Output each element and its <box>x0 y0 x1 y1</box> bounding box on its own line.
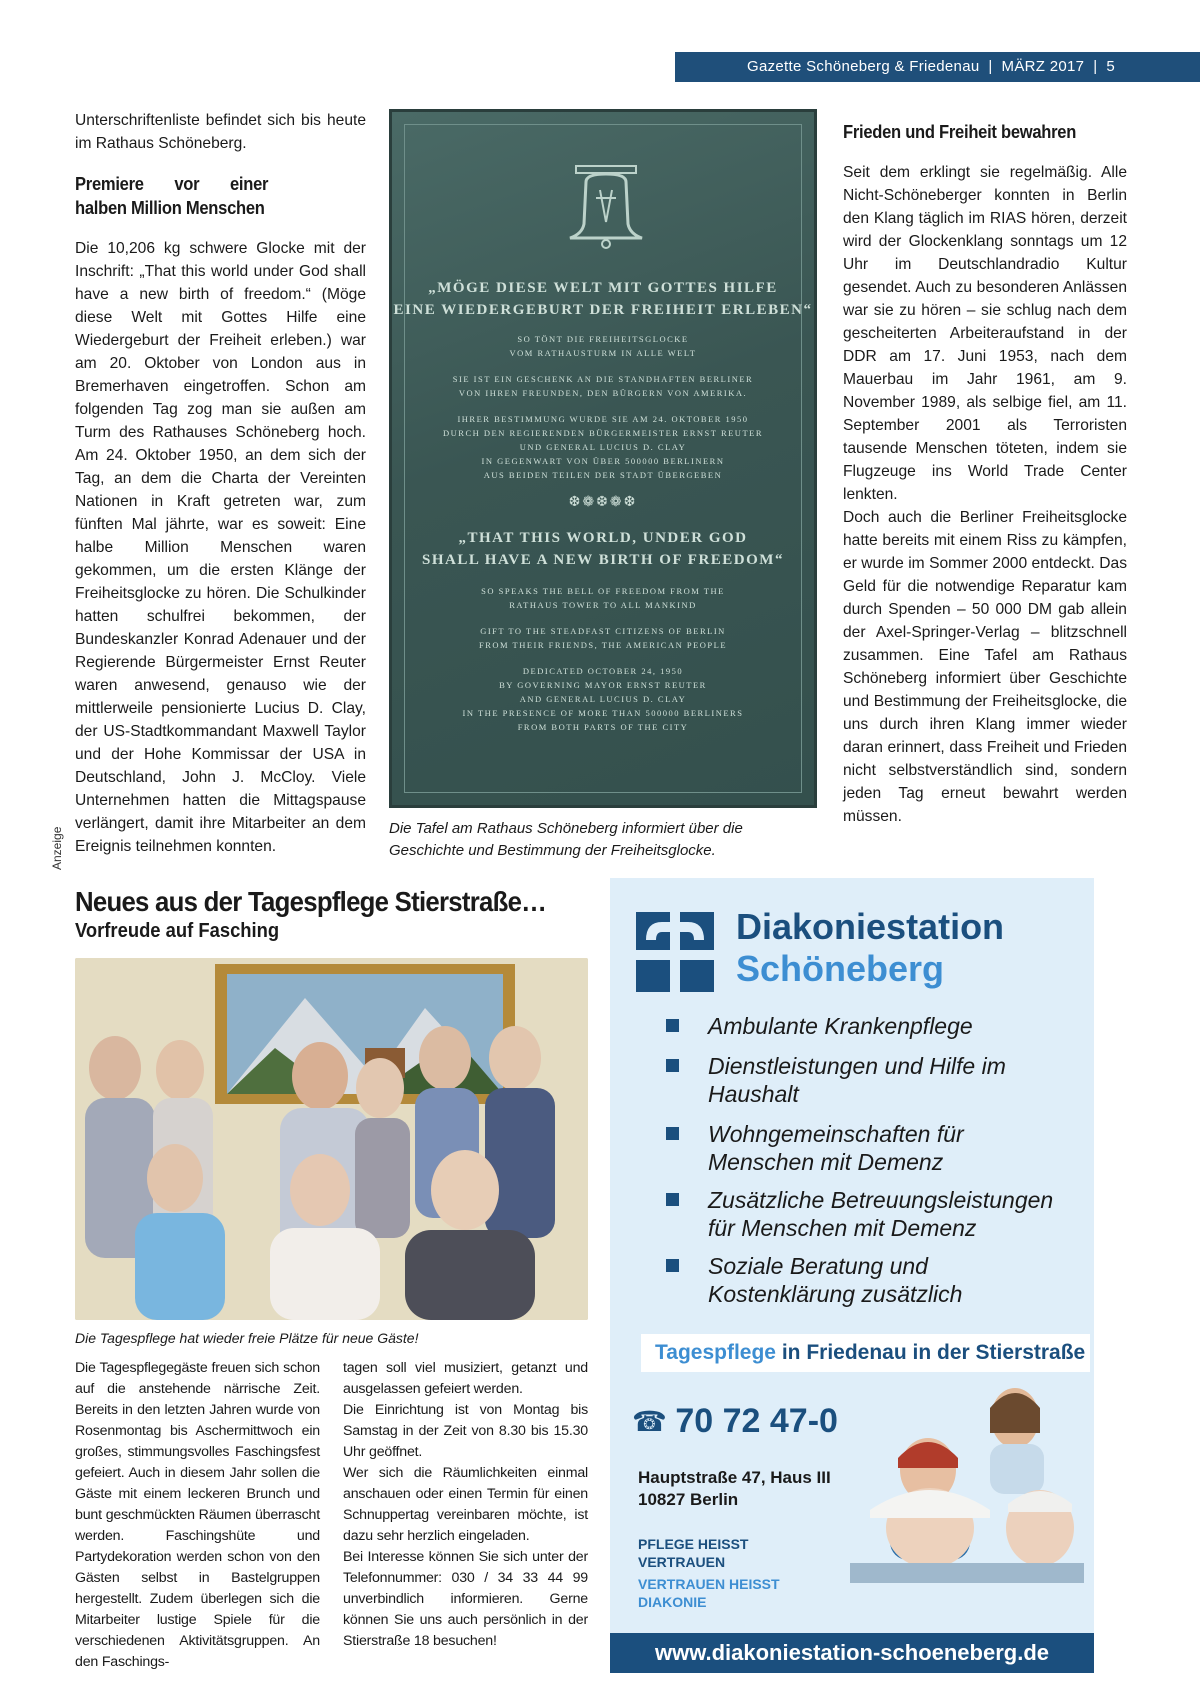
plaque-small-5a: GIFT TO THE STEADFAST CITIZENS OF BERLIN <box>480 626 726 636</box>
plaque-small-4a: SO SPEAKS THE BELL OF FREEDOM FROM THE <box>481 586 725 596</box>
article-title: Neues aus der Tagespflege Stierstraße… <box>75 886 547 917</box>
plaque-small-3a: IHRER BESTIMMUNG WURDE SIE AM 24. OKTOBER 1950 <box>457 414 749 424</box>
article-body-left <box>75 1358 320 1673</box>
plaque-small-4b: RATHAUS TOWER TO ALL MANKIND <box>509 600 697 610</box>
plaque-small-6e: FROM BOTH PARTS OF THE CITY <box>517 722 689 732</box>
tagespflege-strip <box>641 1334 1090 1372</box>
address-line-2: 10827 Berlin <box>638 1490 739 1509</box>
article-body-right-4: Bei Interesse können Sie sich unter der Telefonnummer: 030 / 34 33 44 99 unverbindlich informieren. Gerne können Sie uns auch persönlich in der Stierstraße 18 besuchen! <box>343 1549 588 1649</box>
section-heading-frieden: Frieden und Freiheit bewahren <box>843 122 1077 142</box>
plaque-line-2: EINE WIEDERGEBURT DER FREIHEIT ERLEBEN“ <box>393 302 813 318</box>
service-item-label: Zusätzliche Betreuungsleistungen für Menschen mit Demenz <box>708 1187 1054 1241</box>
article-body-right-1: tagen soll viel musiziert, getanzt und ausgelassen gefeiert werden. <box>343 1360 588 1397</box>
service-item <box>666 1252 1066 1308</box>
bullet-square-icon <box>666 1127 679 1140</box>
section-heading-premiere: Premiere vor einer halben Million Menschen <box>75 174 269 218</box>
service-item <box>666 1052 1066 1108</box>
plaque-small-2b: VON IHREN FREUNDEN, DEN BÜRGERN VON AMERIKA. <box>458 388 748 398</box>
ad-title-schoeneberg: Schöneberg <box>736 948 945 989</box>
phone-icon: ☎ <box>632 1406 667 1437</box>
plaque-small-2a: SIE IST EIN GESCHENK AN DIE STANDHAFTEN BERLINER <box>452 374 754 384</box>
plaque-line-3: „THAT THIS WORLD, UNDER GOD <box>458 530 748 546</box>
bullet-square-icon <box>666 1019 679 1032</box>
bullet-square-icon <box>666 1059 679 1072</box>
liberty-bell-icon <box>556 162 656 257</box>
strip-highlight: Tagespflege <box>655 1341 776 1364</box>
slogan-line-3: VERTRAUEN HEISST <box>638 1576 780 1592</box>
service-item-label: Soziale Beratung und Kostenklärung zusätzlich <box>708 1253 963 1307</box>
article-body-right <box>343 1358 588 1652</box>
service-item-label: Dienstleistungen und Hilfe im Haushalt <box>708 1053 1006 1107</box>
phone-row <box>632 1402 838 1441</box>
plaque-small-3e: AUS BEIDEN TEILEN DER STADT ÜBERGEBEN <box>483 470 723 480</box>
slogan-line-1: PFLEGE HEISST <box>638 1536 749 1552</box>
plaque-small-1a: SO TÖNT DIE FREIHEITSGLOCKE <box>517 334 689 344</box>
slogan-line-4: DIAKONIE <box>638 1594 707 1610</box>
article-body-right-2: Die Einrichtung ist von Montag bis Samstag in der Zeit von 8.30 bis 15.30 Uhr geöffnet. <box>343 1402 588 1460</box>
intro-text: Unterschriftenliste befindet sich bis heute im Rathaus Schöneberg. <box>75 112 366 152</box>
page-header <box>675 52 1200 82</box>
ad-photo-women <box>840 1378 1094 1583</box>
ad-title-diakoniestation: Diakoniestation <box>736 906 1005 947</box>
service-item-label: Ambulante Krankenpflege <box>708 1013 973 1039</box>
article-body-right-3: Wer sich die Räumlichkeiten einmal anschauen oder einen Termin für einen Schnuppertag vereinbaren möchte, ist dazu sehr herzlich eingeladen. <box>343 1465 588 1544</box>
group-photo-caption: Die Tagespflege hat wieder freie Plätze für neue Gäste! <box>75 1330 419 1346</box>
plaque-small-3b: DURCH DEN REGIERENDEN BÜRGERMEISTER ERNST REUTER <box>443 428 763 438</box>
service-item <box>666 1120 1066 1176</box>
plaque-small-6a: DEDICATED OCTOBER 24, 1950 <box>522 666 684 676</box>
plaque-small-6d: IN THE PRESENCE OF MORE THAN 500000 BERLINERS <box>462 708 744 718</box>
article-body-left-text: Die Tagespflegegäste freuen sich schon auf die anstehende närrische Zeit. Bereits in den letzten Jahren wurde von Rosenmontag bis Aschermittwoch ein großes, stimmungsvolles Faschingsfest gefeiert. Auch in diesem Jahr sollen die Gäste mit einem leckeren Brunch und bunt geschmückten Räumen überrascht werden. Faschingshüte und Partydekoration werden schon von den Gästen selbst in Bastelgruppen hergestellt. Zudem überlegen sich die Mitarbeiter lustige Spiele für die verschiedenen Aktivitätsgruppen. An den Faschings- <box>75 1360 320 1670</box>
plaque-line-4: SHALL HAVE A NEW BIRTH OF FREEDOM“ <box>422 552 784 568</box>
diakonie-advertisement <box>610 878 1094 1633</box>
diakonie-logo-icon <box>636 912 714 992</box>
plaque-caption: Die Tafel am Rathaus Schöneberg informiert über die Geschichte und Bestimmung der Freiheitsglocke. <box>389 820 743 859</box>
plaque-small-5b: FROM THEIR FRIENDS, THE AMERICAN PEOPLE <box>478 640 728 650</box>
ornament-divider: ❆❁❆❁❆ <box>568 495 638 510</box>
group-photo <box>75 958 588 1320</box>
anzeige-label: Anzeige <box>50 826 64 870</box>
bullet-square-icon <box>666 1259 679 1272</box>
plaque-small-3c: UND GENERAL LUCIUS D. CLAY <box>519 442 687 452</box>
service-item <box>666 1012 1066 1040</box>
premiere-body: Die 10,206 kg schwere Glocke mit der Inschrift: „That this world under God shall have a new birth of freedom.“ (Möge diese Welt mit Gottes Hilfe eine Wiedergeburt der Freiheit erleben.) war am 20. Oktober von London aus in Bremerhaven eingetroffen. Schon am folgenden Tag zog man sie außen am Turm des Rathauses Schöneberg hoch. Am 24. Oktober 1950, an dem sich der Tag, an dem die Charta der Vereinten Nationen in Kraft getreten war, zum fünften Mal jährte, war es soweit: Eine halbe Million Menschen waren gekommen, um die ersten Klänge der Freiheitsglocke zu hören. Die Schulkinder hatten schulfrei bekommen, der Bundeskanzler Konrad Adenauer und der Regierende Bürgermeister Ernst Reuter waren anwesend, genauso wie der mittlerweile pensionierte Lucius D. Clay, der US-Stadtkommandant Maxwell Taylor und der Hohe Kommissar der USA in Deutschland, John J. McCloy. Viele Unternehmen hatten die Mittagspause verlängert, damit ihre Mitarbeiter an dem Ereignis teilnehmen konnten. <box>75 240 366 855</box>
address-line-1: Hauptstraße 47, Haus III <box>638 1468 831 1487</box>
column-3 <box>843 120 1127 828</box>
frieden-body-1: Seit dem erklingt sie regelmäßig. Alle Nicht-Schöneberger konnten in Berlin den Klang täglich im RIAS hören, derzeit wird der Glockenklang sonntags um 12 Uhr im Deutschlandradio Kultur gesendet. Auch zu besonderen Anlässen war sie zu hören – sie schlug nach dem gescheiterten Arbeiteraufstand in der DDR am 17. Juni 1953, nach dem Mauerbau im Jahr 1961, am 9. November 1989, als selbige fiel, am 11. September 2001 als Terroristen tausende Menschen töteten, indem sie Flugzeuge ins World Trade Center lenkten. <box>843 164 1127 503</box>
plaque-small-6c: AND GENERAL LUCIUS D. CLAY <box>519 694 687 704</box>
article-subtitle: Vorfreude auf Fasching <box>75 920 280 942</box>
ad-url[interactable]: www.diakoniestation-schoeneberg.de <box>654 1640 1050 1665</box>
plaque-line-1: „MÖGE DIESE WELT MIT GOTTES HILFE <box>428 280 778 296</box>
phone-number: 70 72 47-0 <box>675 1402 838 1440</box>
plaque-small-3d: IN GEGENWART VON ÜBER 500000 BERLINERN <box>481 456 725 466</box>
header-text: Gazette Schöneberg & Friedenau | MÄRZ 2017 | 5 <box>747 58 1115 75</box>
service-item <box>666 1186 1066 1242</box>
plaque-small-1b: VOM RATHAUSTURM IN ALLE WELT <box>509 348 697 358</box>
plaque-photo <box>389 109 817 808</box>
strip-rest: in Friedenau in der Stierstraße <box>775 1341 1086 1364</box>
slogan-line-2: VERTRAUEN <box>638 1554 726 1570</box>
ad-url-bar[interactable] <box>610 1633 1094 1673</box>
frieden-body-2: Doch auch die Berliner Freiheitsglocke hatte bereits mit einem Riss zu kämpfen, er wurde im Sommer 2000 entdeckt. Das Geld für die notwendige Reparatur kam durch Spenden – 50 000 DM gab allein der Axel-Springer-Verlag – blitzschnell zusammen. Eine Tafel am Rathaus Schöneberg informiert über Geschichte und Bestimmung der Freiheitsglocke, die uns durch ihren Klang immer wieder daran erinnert, dass Freiheit und Frieden nicht selbstverständlich sind, sondern jeden Tag erneut bewahrt werden müssen. <box>843 509 1127 825</box>
group-photo-image <box>75 958 588 1320</box>
service-item-label: Wohngemeinschaften für Menschen mit Demenz <box>708 1121 964 1175</box>
plaque-small-6b: BY GOVERNING MAYOR ERNST REUTER <box>499 680 707 690</box>
bullet-square-icon <box>666 1193 679 1206</box>
column-1 <box>75 109 366 858</box>
